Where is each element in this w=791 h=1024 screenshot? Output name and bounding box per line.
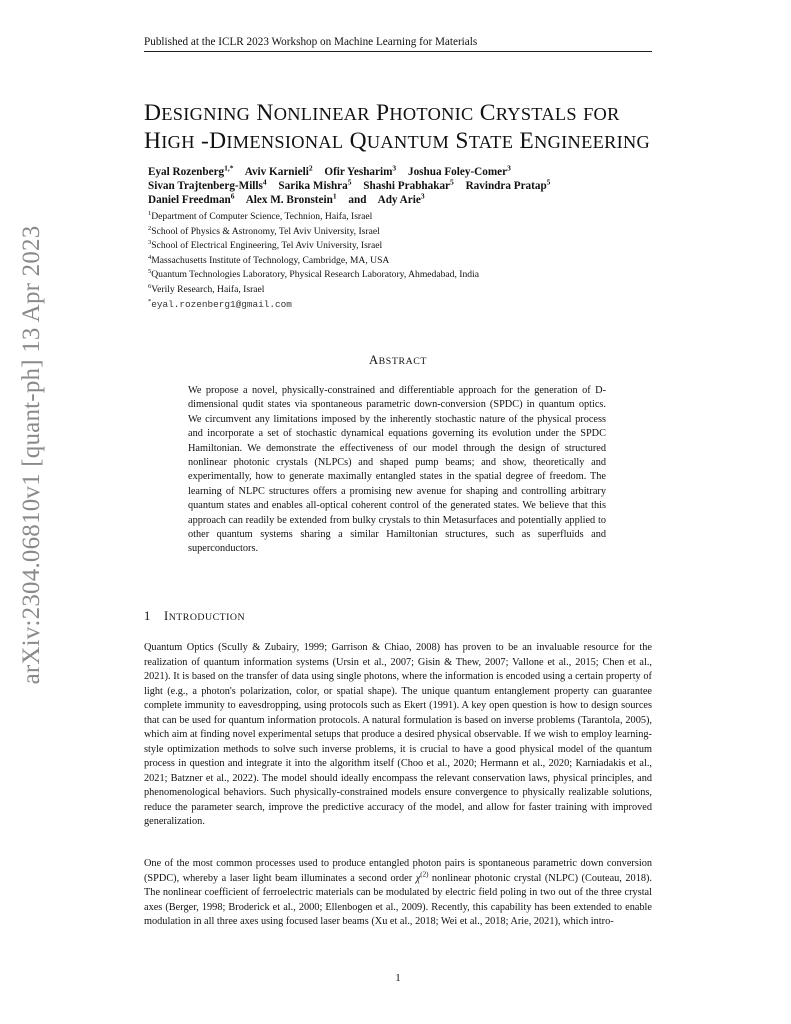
title-word-rest: IGH — [161, 132, 195, 152]
title-word-cap: Q — [349, 128, 367, 154]
affiliation-list — [148, 210, 648, 312]
abstract-heading — [144, 353, 652, 368]
affiliation-text: Verily Research, Haifa, Israel — [151, 283, 265, 295]
author-name-text: Aviv Karnieli — [244, 166, 309, 178]
title-word-cap: C — [479, 100, 496, 126]
author-name-text: Ravindra Pratap — [465, 180, 547, 192]
author-name — [148, 163, 234, 178]
paragraph-2-text-end: nonlinear photonic crystal (NLPC) (Couteau, 2018). The nonlinear coefficient of ferroelectric materials can be modulated by electric field poling in two out of the three crystal axes (Berger, 1998; Broderick et al., 2000; Ellenbogen et al., 2009). Recently, this capability has been extended to enable modulation in all three axes using focused laser beams (Xu et al., 2018; Wei et al., 2018; Arie, 2021), which intro- — [144, 872, 652, 927]
author-affiliation-marker: 1 — [332, 191, 337, 201]
author-name — [148, 177, 267, 192]
author-name-text: Shashi Prabhakar — [363, 180, 451, 192]
author-name — [324, 163, 397, 178]
chi-symbol: χ — [415, 872, 421, 884]
corresponding-email[interactable] — [148, 298, 648, 313]
author-affiliation-marker: 5 — [546, 177, 551, 187]
intro-paragraph-2 — [144, 857, 652, 930]
author-name-text: Daniel Freedman — [148, 194, 231, 206]
author-affiliation-marker: 5 — [450, 177, 454, 187]
title-word-cap: D — [144, 100, 162, 126]
affiliation-item — [148, 283, 648, 298]
running-header: Published at the ICLR 2023 Workshop on Machine Learning for Materials — [144, 36, 478, 48]
title-word-cap: S — [455, 128, 469, 154]
title-word-rest: NGINEERING — [534, 132, 651, 152]
author-affiliation-marker: 4 — [262, 177, 267, 187]
arxiv-sidebar — [10, 0, 54, 1024]
affiliation-item — [148, 210, 648, 225]
affiliation-item — [148, 254, 648, 269]
affiliation-marker: 4 — [148, 253, 152, 261]
title-word-rest: ONLINEAR — [273, 104, 370, 124]
author-name — [465, 177, 551, 192]
affiliation-marker: 1 — [148, 209, 152, 217]
author-name-text: Ady Arie — [377, 194, 421, 206]
author-name — [407, 163, 511, 178]
author-name — [278, 177, 352, 192]
author-affiliation-marker: 3 — [507, 163, 511, 173]
section-number: 1 — [144, 609, 151, 623]
author-affiliation-marker: 6 — [230, 191, 235, 201]
affiliation-text: Department of Computer Science, Technion, Haifa, Israel — [151, 211, 373, 222]
email-address[interactable]: eyal.rozenberg1@gmail.com — [151, 298, 292, 310]
title-word-cap: N — [256, 100, 274, 126]
intro-paragraph-1: Quantum Optics (Scully & Zubairy, 1999; Garrison & Chiao, 2008) has proven to be an invaluable resource for the realization of quantum information systems (Ursin et al., 2007; Gisin & Thew, 2007; Vallone et al., 2015; Chen et al., 2021). It is based on the transfer of data using single photons, where the information is encoded using a certain property of light (e.g., a photon's polarization, color, or spatial shape). The unique quantum entanglement property can guarantee complete immunity to eavesdropping, using protocols such as Ekert (1991). A key open question is how to design sources that can be used for quantum information protocols. A natural formulation is based on inverse problems (Tarantola, 2005), which aim at finding novel experimental setups that produce a desired physical observable. If we wish to employ learning-style optimization methods to solve such inverse problems, it is crucial to have a good physical model of the quantum process in question and integrate it into the algorithm itself (Choo et al., 2020; Hermann et al., 2020; Karniadakis et al., 2021; Batzner et al., 2022). The model should ideally encompass the relevant conservation laws, physical principles, and phenomenological behaviors. Such physically-constrained models ensure convergence to physically realizable solutions, reduce the parameter search, improve the predictive accuracy of the model, and allow for faster training with improved generalization. — [144, 642, 652, 827]
page-number: 1 — [395, 972, 401, 984]
author-affiliation-marker: 3 — [420, 191, 425, 201]
title-line-2 — [144, 128, 664, 156]
affiliation-item — [148, 225, 648, 240]
affiliation-marker: 3 — [148, 239, 152, 246]
author-name-text: Sivan Trajtenberg-Mills — [148, 180, 263, 192]
affiliation-text: School of Electrical Engineering, Tel Aviv University, Israel — [151, 240, 383, 252]
section-heading-rest: NTRODUCTION — [168, 612, 246, 623]
author-name-text: Eyal Rozenberg — [148, 166, 225, 178]
affiliation-item — [148, 268, 648, 283]
paragraph-2-text-start: One of the most common processes used to produce entangled photon pairs is spontaneous parametric down conversion (SPDC), whereby a laser light beam illuminates a second order — [144, 858, 652, 884]
title-word-rest: ESIGNING — [161, 104, 251, 124]
abstract-heading-cap: A — [368, 353, 379, 367]
email-marker: * — [148, 297, 152, 305]
title-word-cap: P — [375, 100, 390, 126]
author-name-text: Alex M. Bronstein — [245, 194, 333, 206]
section-heading-cap: I — [164, 609, 169, 623]
author-name-text: Joshua Foley-Comer — [407, 166, 508, 178]
affiliation-marker: 2 — [148, 224, 152, 232]
section-heading-introduction — [144, 609, 652, 624]
author-affiliation-marker: 2 — [308, 163, 313, 173]
author-affiliation-marker: 3 — [392, 163, 397, 173]
affiliation-text: Massachusetts Institute of Technology, Cambridge, MA, USA — [151, 254, 390, 266]
title-line-1 — [144, 100, 664, 128]
title-word-cap: E — [519, 128, 535, 154]
author-name-text: Ofir Yesharim — [324, 166, 393, 178]
arxiv-identifier[interactable]: arXiv:2304.06810v1 [quant-ph] 13 Apr 2023 — [18, 225, 45, 685]
abstract-heading-rest: BSTRACT — [378, 356, 428, 367]
author-name-text: Sarika Mishra — [278, 180, 348, 192]
title-word-rest: RYSTALS — [495, 104, 577, 124]
title-word-rest: TATE — [468, 132, 514, 152]
chi-order-superscript: (2) — [420, 870, 429, 879]
author-affiliation-marker: 1,* — [224, 163, 234, 173]
abstract-text: We propose a novel, physically-constrained and differentiable approach for the generation of D-dimensional qudit states via spontaneous parametric down-conversion (SPDC) in quantum optics. We circumvent any limitations imposed by the inherently stochastic nature of the physical process and incorporate a set of stochastic dynamical equations governing its evolution under the SPDC Hamiltonian. We demonstrate the effectiveness of our model through the design of structured nonlinear photonic crystals (NLPCs) and shaped pump beams; and show, theoretically and experimentally, how to generate maximally entangled states in the spatial degree of freedom. The learning of NLPC structures offers a promising new avenue for shaping and controlling arbitrary quantum states and enables all-optical coherent control of the generated states. We believe that this approach can readily be extended from bulky crystals to thin Metasurfaces and potentially applied to other quantum systems sharing a similar Hamiltonian structures, such as superfluids and superconductors. — [188, 385, 606, 555]
paper-title — [144, 100, 664, 156]
title-word-rest: UANTUM — [366, 132, 450, 152]
title-word-cap: H — [144, 128, 162, 154]
author-name — [363, 177, 454, 192]
affiliation-marker: 5 — [148, 268, 152, 276]
title-word-rest: FOR — [583, 104, 620, 124]
title-word-rest: IMENSIONAL — [226, 132, 344, 152]
authors-and: and — [348, 194, 367, 206]
author-name — [245, 191, 337, 206]
header-rule — [144, 51, 652, 52]
affiliation-text: School of Physics & Astronomy, Tel Aviv University, Israel — [151, 225, 380, 237]
author-name — [244, 163, 313, 178]
author-name — [377, 191, 425, 206]
affiliation-text: Quantum Technologies Laboratory, Physical Research Laboratory, Ahmedabad, India — [151, 269, 479, 281]
affiliation-marker: 6 — [148, 282, 152, 290]
author-list — [148, 165, 648, 207]
author-name — [148, 191, 235, 206]
title-word-rest: HOTONIC — [389, 104, 474, 124]
affiliation-item — [148, 239, 648, 254]
title-word-cap: -D — [200, 128, 227, 154]
author-affiliation-marker: 5 — [347, 177, 352, 187]
